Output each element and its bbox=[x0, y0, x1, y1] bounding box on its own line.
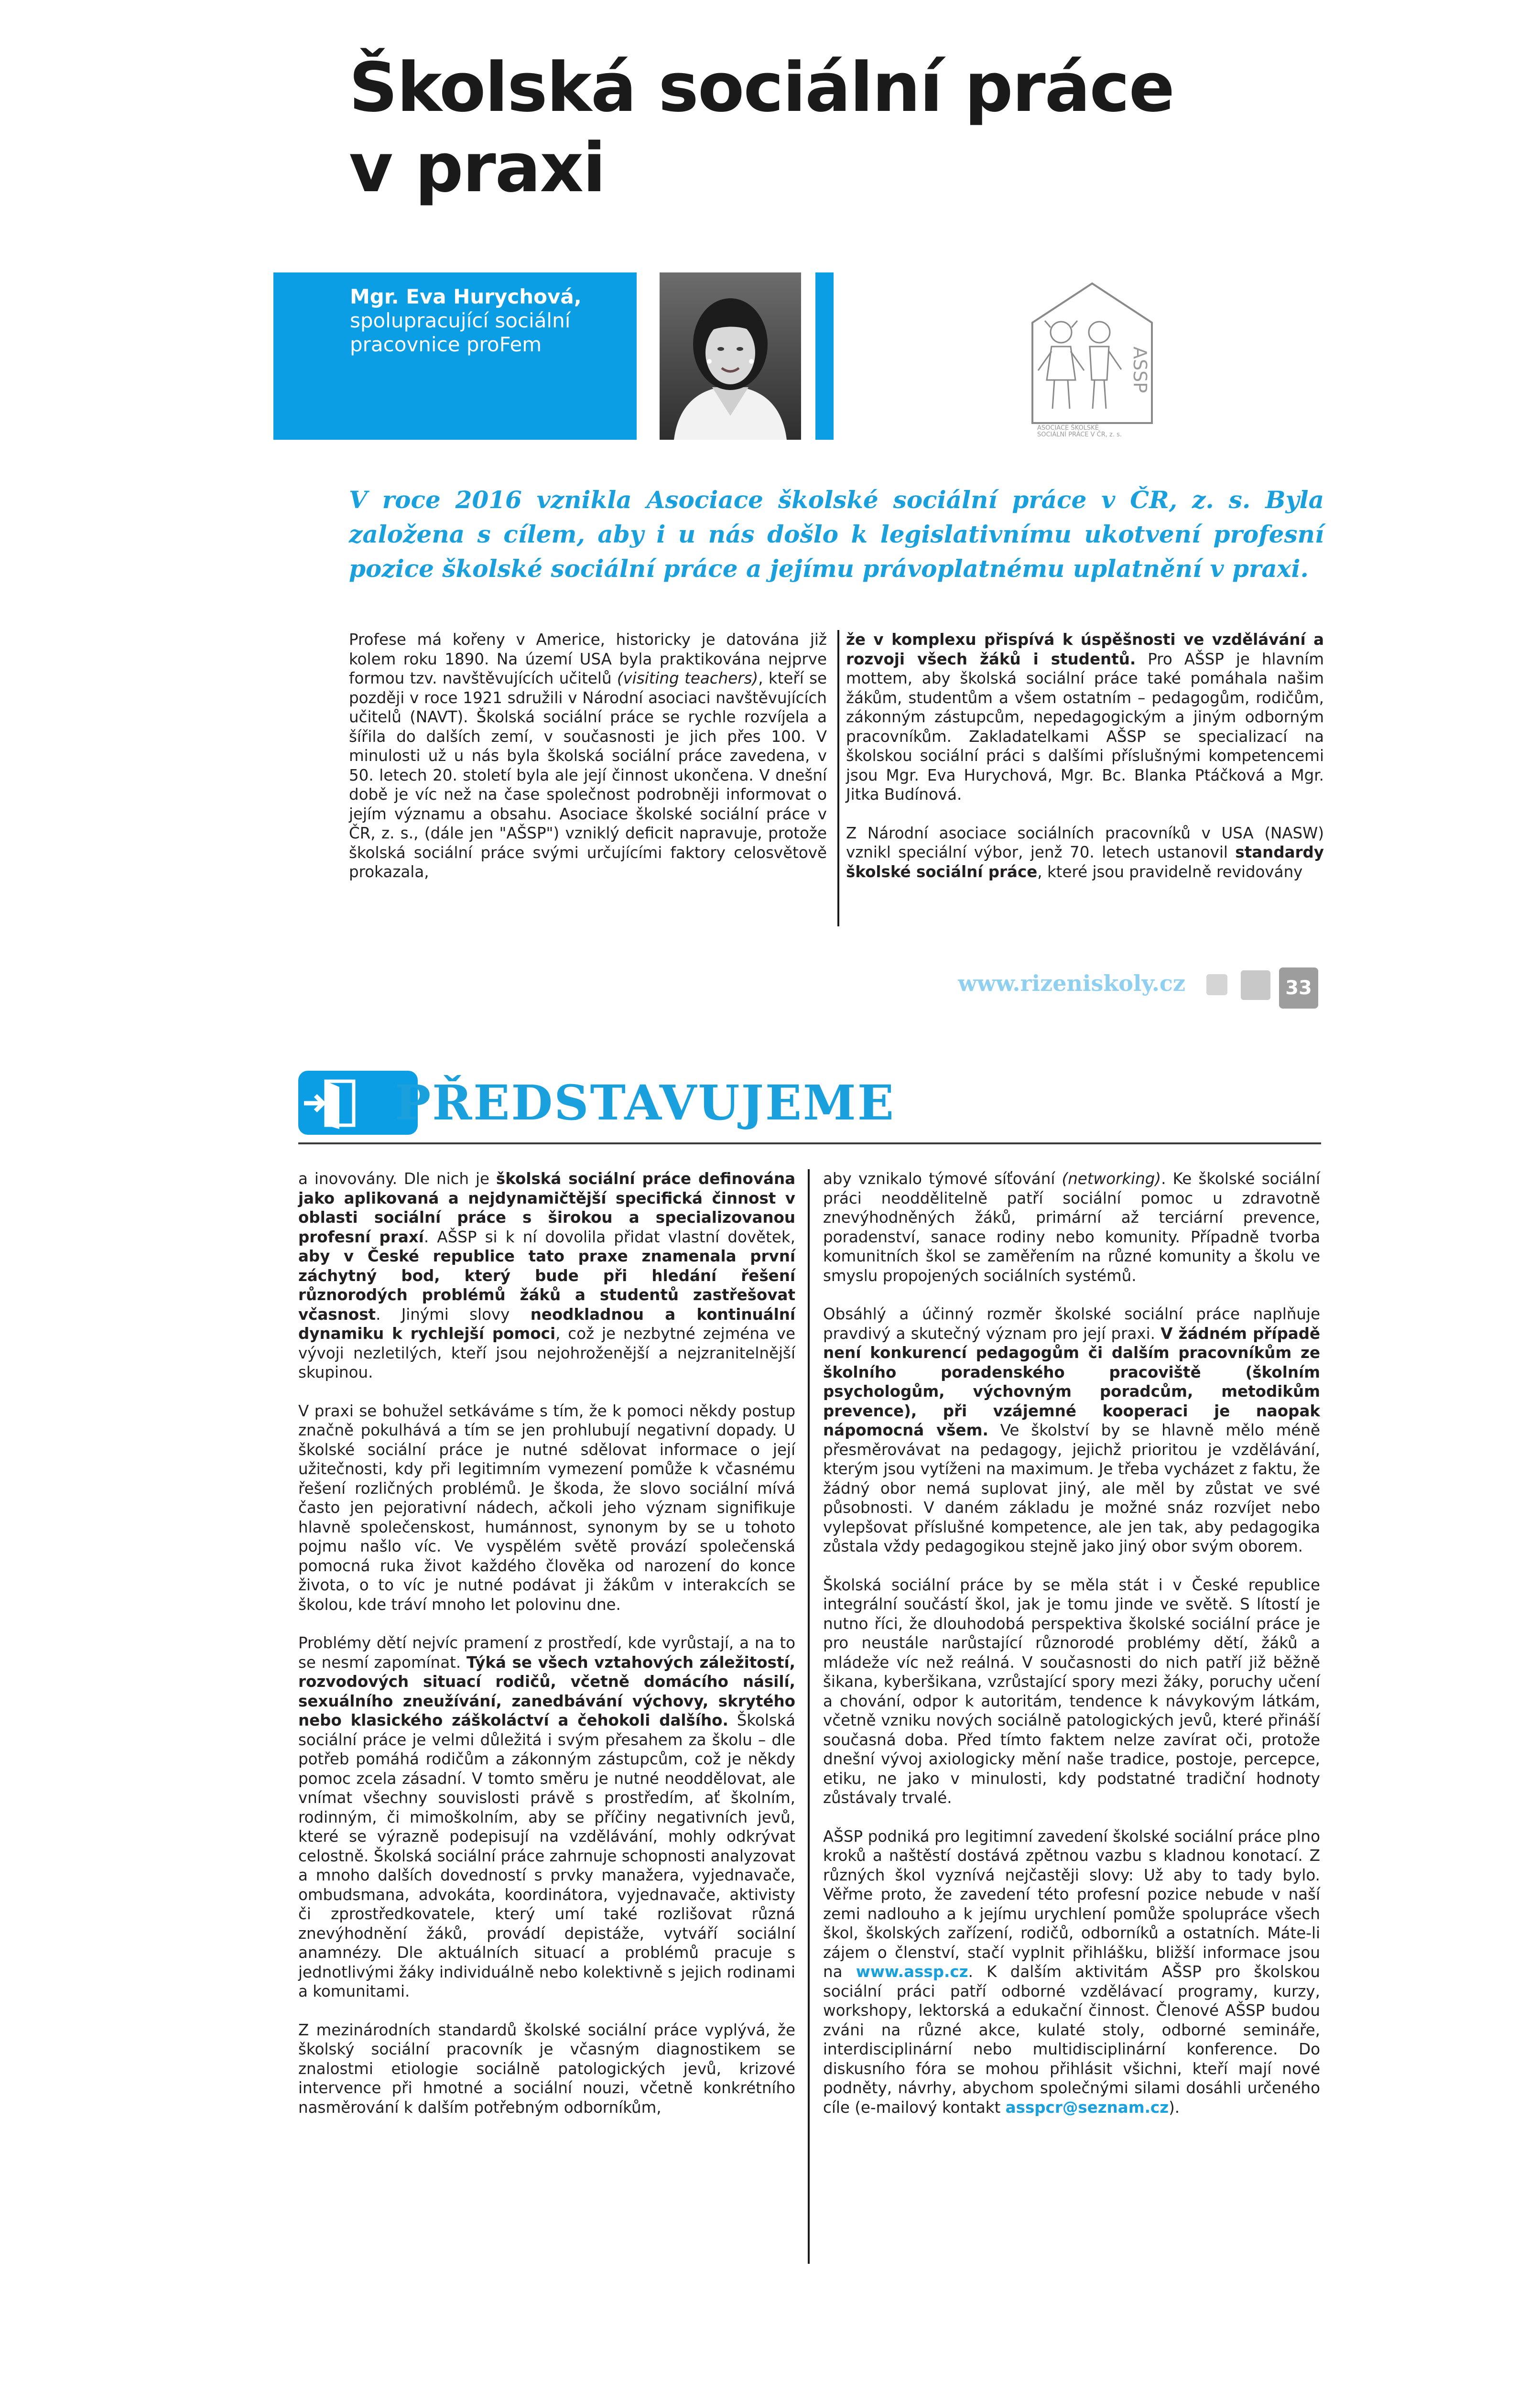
logo-caption-1: ASOCIACE ŠKOLSKÉ bbox=[1037, 424, 1099, 432]
text-run: ). bbox=[1169, 2098, 1180, 2117]
two-children-house-icon bbox=[1028, 280, 1157, 437]
article-lead: V roce 2016 vznikla Asociace školské sociální práce v ČR, z. s. Byla založena s cílem, aby i u nás došlo k legislativnímu ukotvení profesní pozice školské sociální práce a jejímu právoplatnému uplatnění v praxi. bbox=[349, 486, 1324, 583]
text-run: . K dalším aktivitám AŠSP pro školskou sociální práci patří odborné vzdělávací programy, kurzy, workshopy, lektorská a edukační činnost. Členové AŠSP budou zváni na různé akce, kulaté stoly, odborné semináře, interdisciplinární nebo multidisciplinární konference. Do diskusního fóra se mohou přihlásit všichni, kteří mají nové podněty, návrhy, abychom společnými silami dosáhli určeného cíle (e-mailový kontakt bbox=[823, 1963, 1320, 2117]
paragraph bbox=[823, 1304, 1320, 1556]
column-divider bbox=[808, 1169, 810, 2264]
text-run: aby vznikalo týmové síťování bbox=[823, 1170, 1062, 1188]
text-run: AŠSP podniká pro legitimní zavedení školské sociální práce plno kroků a naštěstí dostává zpětnou vazbu s kladnou konotací. Z různých škol vyznívá nejčastěji slovy: Už aby to tady bylo. Věřme proto, že zavedení této profesní pozice nebude v naší zemi nadlouho a k jejímu urychlení pomůže spolupráce všech škol, školských zařízení, rodičů, odborníků a ostatních. Máte-li zájem o členství, stačí vyplnit přihlášku, bližší informace jsou na bbox=[823, 1827, 1320, 1981]
paragraph bbox=[823, 1827, 1320, 2118]
author-role-line-1: spolupracující sociální bbox=[350, 309, 571, 332]
text-run: , což je nezbytné zejména ve vývoji nezletilých, kteří jsou nejohroženější a nejzranitelnější skupinou. bbox=[298, 1325, 795, 1381]
section-rule bbox=[298, 1142, 1321, 1144]
page-number: 33 bbox=[1279, 967, 1318, 1009]
paragraph bbox=[349, 630, 827, 882]
author-name: Mgr. Eva Hurychová, bbox=[350, 285, 582, 308]
column-divider bbox=[837, 630, 839, 926]
paragraph bbox=[298, 1169, 795, 1382]
text-run: Školská sociální práce je velmi důležitá i svým přesahem za školu – dle potřeb pomáhá rodičům a zákonným zástupcům, což je někdy pomoc zcela zásadní. V tomto směru je nutné neoddělovat, ale vnímat všechny souvislosti právě s prostředím, ať školním, rodinným, či mimoškolním, aby se příčiny negativních jevů, které se výrazně podepisují na vzdělávání, mohly odkrývat celostně. Školská sociální práce zahrnuje schopnosti analyzovat a mnoho dalších dovedností s prvky manažera, vyjednavače, ombudsmana, advokáta, koordinátora, vyjednavače, aktivisty či zprostředkovatele, který umí také rozlišovat různá znevýhodnění žáků, provádí depistáže, vytváří sociální anamnézy. Dle aktuálních situací a problémů pracuje s jednotlivými žáky individuálně nebo kolektivně s jejich rodinami a komunitami. bbox=[298, 1711, 795, 2000]
text-run-bold: V žádném případě není konkurencí pedagogům či dalším pracovníkům ze školního poradenského pracoviště (školním psychologům, výchovným poradcům, metodikům prevence), při vzájemné kooperaci je naopak nápomocná všem. bbox=[823, 1324, 1321, 1439]
author-portrait-image bbox=[660, 272, 801, 440]
author-role-line-2: pracovnice proFem bbox=[350, 333, 542, 356]
text-run: Problémy dětí nejvíc pramení z prostředí, kde vyrůstají, a na to se nesmí zapomínat. bbox=[298, 1634, 795, 1672]
text-run: Profese má kořeny v Americe, historicky je datována již kolem roku 1890. Na území USA byla praktikována nejprve formou tzv. navštěvujících učitelů bbox=[349, 630, 827, 687]
text-run: , které jsou pravidelně revidovány bbox=[1037, 862, 1303, 881]
paragraph: V praxi se bohužel setkáváme s tím, že k pomoci někdy postup značně pokulhává a tím se jen prohlubují negativní dopady. U školské sociální práce je nutné sdělovat informace o její užitečnosti, kdy při legitimním vymezení pomůže k včasnému řešení rozličných problémů. Je škoda, že slovo sociální mívá často jen pejorativní nádech, ačkoli jeho význam signifikuje hlavně společenskost, humánnost, synonym by se u tohoto pojmu našlo víc. Ve vyspělém světě provází společenská pomocná ruka život každého člověka od narození do konce života, o to víc je nutné podávat ji žákům v interakcích se školou, kde tráví mnoho let polovinu dne. bbox=[298, 1401, 795, 1614]
paragraph bbox=[298, 1633, 795, 2001]
decorative-blue-bar bbox=[815, 272, 834, 440]
assp-logo bbox=[1028, 280, 1157, 437]
page33-column-left bbox=[349, 630, 827, 882]
title-line-1: Školská sociální práce bbox=[349, 48, 1174, 127]
page34-column-left bbox=[298, 1169, 795, 2117]
text-run-bold: Týká se všech vztahových záležitostí, rozvodových situací rodičů, včetně domácího násilí, sexuálního zneužívání, zanedbávání výchovy, skrytého nebo klasického záškoláctví a čehokoli dalšího. bbox=[298, 1653, 795, 1729]
author-photo bbox=[660, 272, 801, 440]
text-run: . Jinými slovy bbox=[376, 1305, 531, 1324]
section-title: PŘEDSTAVUJEME bbox=[395, 1075, 895, 1131]
text-run-bold: standardy školské sociální práce bbox=[846, 843, 1324, 881]
text-run: Obsáhlý a účinný rozměr školské sociální práce naplňuje pravdivý a skutečný význam pro její praxi. bbox=[823, 1305, 1320, 1343]
author-info bbox=[350, 285, 618, 357]
text-run: Ve školství by se hlavně mělo méně přesměrovávat na pedagogy, jejichž prioritou je vzdělávání, kterým jsou vytíženi na maximum. Je třeba vycházet z faktu, že žádný obor nemá suplovat jiný, ale měl by zůstat ve své působnosti. V daném základu je možné snáz rozvíjet nebo vylepšovat příslušné kompetence, ale jen tak, aby pedagogika zůstala vždy pedagogikou stejně jako jiný obor svým oborem. bbox=[823, 1421, 1320, 1555]
footer-square-large bbox=[1241, 970, 1270, 1000]
footer-website[interactable]: www.rizeniskoly.cz bbox=[958, 970, 1185, 996]
title-line-2: v praxi bbox=[349, 129, 605, 207]
footer-square-small bbox=[1206, 974, 1227, 995]
text-run: . AŠSP si k ní dovolila přidat vlastní dovětek, bbox=[423, 1228, 795, 1246]
page34-column-right bbox=[823, 1169, 1320, 2117]
assp-email-link[interactable]: asspcr@seznam.cz bbox=[1005, 2098, 1169, 2117]
door-exit-icon bbox=[298, 1071, 365, 1135]
paragraph: Z mezinárodních standardů školské sociální práce vyplývá, že školský sociální pracovník je včasným diagnostikem se znalostmi etiologie sociálně patologických jevů, krizové intervence při hmotné a sociální nouzi, včetně konkrétního nasměrování k dalším potřebným odborníkům, bbox=[298, 2021, 795, 2117]
logo-caption-2: SOCIÁLNÍ PRÁCE V ČR, z. s. bbox=[1037, 431, 1122, 437]
paragraph bbox=[846, 824, 1324, 882]
text-run-bold: že v komplexu přispívá k úspěšnosti ve vzdělávání a rozvoji všech žáků i studentů. bbox=[846, 630, 1324, 668]
text-run-bold: aby v České republice tato praxe znamenala první záchytný bod, který bude při hledání řešení různorodých problémů žáků a studentů zastřešovat včasnost bbox=[298, 1247, 795, 1324]
article-title bbox=[349, 48, 1209, 208]
text-run: , kteří se později v roce 1921 sdružili v Národní asociaci navštěvujících učitelů (NAVT). Školská sociální práce se rychle rozvíjela a šířila do dalších zemí, v současnosti je jich přes 100. V minulosti už u nás byla školská sociální práce zavedena, v 50. letech 20. století byla ale její činnost ukončena. V dnešní době je víc než na čase společnost podrobněji informovat o jejím významu a obsahu. Asociace školské sociální práce v ČR, z. s., (dále jen "AŠSP") vzniklý deficit napravuje, protože školská sociální práce svými určujícími faktory celosvětově prokazala, bbox=[349, 669, 827, 881]
logo-letters: ASSP bbox=[1129, 347, 1150, 393]
text-run: a inovovány. Dle nich je bbox=[298, 1170, 496, 1188]
text-run-bold: školská sociální práce definována jako aplikovaná a nejdynamičtější specifická činnost v oblasti sociální práce s širokou a specializovanou profesní praxí bbox=[298, 1170, 796, 1246]
text-run: . Ke školské sociální práci neoddělitelně patří sociální pomoc u zdravotně znevýhodněných žáků, primární až terciární prevence, poradenství, sanace rodiny nebo komunity. Případně tvorba komunitních škol se zaměřením na různé komunity a školu ve smyslu propojených sociálních systémů. bbox=[823, 1170, 1320, 1285]
paragraph: Školská sociální práce by se měla stát i v České republice integrální součástí škol, jak je tomu jinde ve světě. S lítostí je nutno říci, že dlouhodobá perspektiva školské sociální práce je pro neustále narůstající různorodé problémy dětí, žáků a mládeže víc než reálná. V současnosti do nich patří již běžně šikana, kyberšikana, vzrůstající spory mezi žáky, poruchy učení a chování, odpor k autoritám, tendence k návykovým látkám, včetně vzniku nových sociálně patologických jevů, které přináší současná doba. Před tímto faktem nelze zavírat oči, protože dnešní vývoj axiologicky mění naše tradice, postoje, percepce, etiku, ne jako v minulosti, kdy podstatné tradiční hodnoty zůstávaly trvalé. bbox=[823, 1575, 1320, 1807]
text-run-italic: (networking) bbox=[1062, 1170, 1161, 1188]
assp-website-link[interactable]: www.assp.cz bbox=[856, 1963, 968, 1981]
paragraph bbox=[846, 630, 1324, 804]
text-run: Pro AŠSP je hlavním mottem, aby školská sociální práce také pomáhala našim žákům, studentům a všem ostatním – pedagogům, rodičům, zákonným zástupcům, nepedagogickým a jiným odborným pracovníkům. Zakladatelkami AŠSP se specializací na školskou sociální práci s dalšími příslušnými kompetencemi jsou Mgr. Eva Hurychová, Mgr. Bc. Blanka Ptáčková a Mgr. Jitka Budínová. bbox=[846, 650, 1324, 804]
text-run-bold: neodkladnou a kontinuální dynamiku k rychlejší pomoci bbox=[298, 1305, 795, 1343]
page33-column-right bbox=[846, 630, 1324, 881]
text-run-italic: (visiting teachers) bbox=[617, 669, 759, 687]
paragraph bbox=[823, 1169, 1320, 1285]
text-run: Z Národní asociace sociálních pracovníků v USA (NASW) vznikl speciální výbor, jenž 70. letech ustanovil bbox=[846, 824, 1324, 861]
